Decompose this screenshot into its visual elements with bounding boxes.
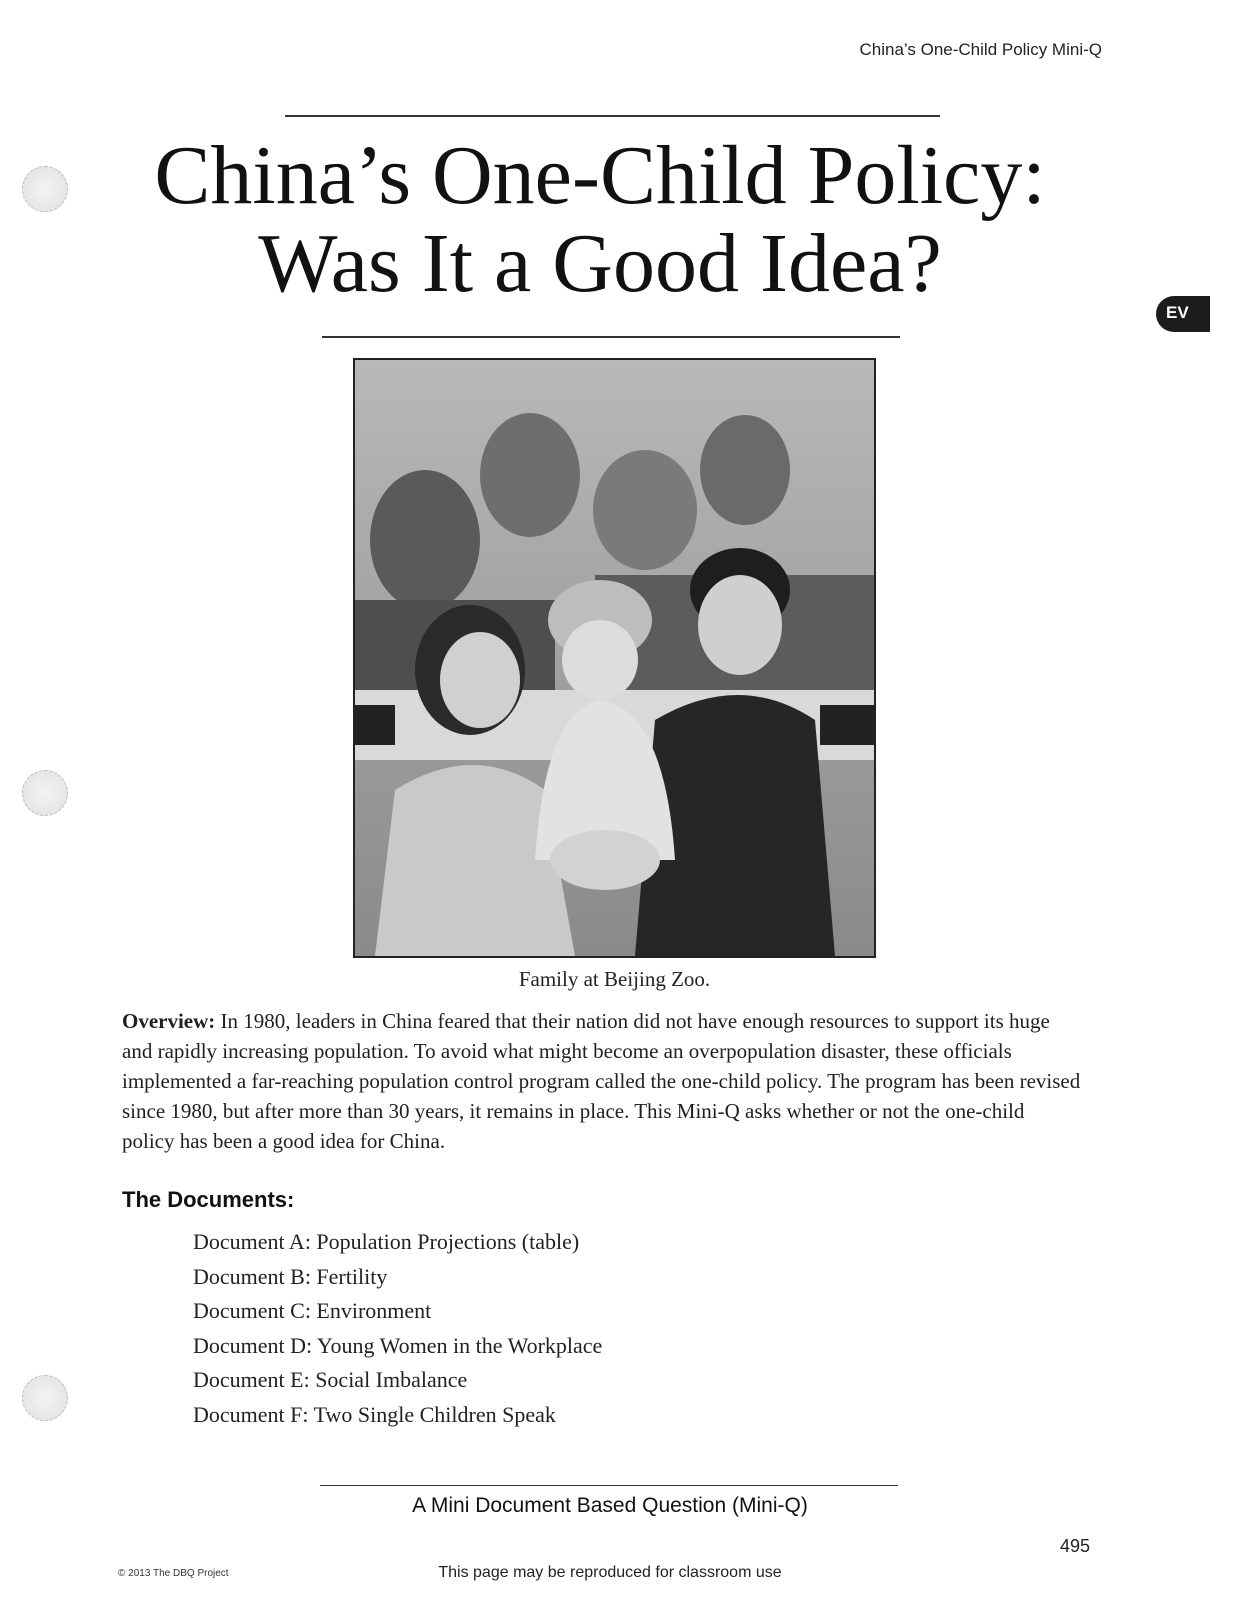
page-number: 495	[1060, 1536, 1091, 1556]
photo-caption: Family at Beijing Zoo.	[518, 967, 711, 991]
binder-hole-bottom	[22, 1375, 68, 1421]
documents-list	[193, 1225, 602, 1432]
title-rule-top	[285, 115, 940, 117]
title-rule-bottom	[322, 336, 900, 338]
overview-paragraph	[122, 1006, 1082, 1156]
father-face	[698, 575, 782, 675]
overview-lead: Overview:	[122, 1009, 216, 1033]
document-item: Document C: Environment	[193, 1298, 432, 1323]
reproduce-notice: This page may be reproduced for classroom use	[438, 1564, 782, 1581]
document-item: Document B: Fertility	[193, 1263, 388, 1289]
poster-figure-woman	[593, 450, 697, 570]
baby-face	[562, 620, 638, 700]
family-photo-illustration	[355, 360, 874, 956]
overview-text: In 1980, leaders in China feared that their nation did not have enough resources to support its huge and rapidly increasing population. To avoid what might become an overpopulation disaster, these officials implemented a far-reaching population control program called the one-child policy. The program has been revised since 1980, but after more than 30 years, it remains in place. This Mini-Q asks whether or not the one-child policy has been a good idea for China.	[122, 1009, 1081, 1153]
family-photo	[353, 358, 876, 958]
footer-rule	[320, 1485, 898, 1486]
ev-badge: EV	[1156, 296, 1210, 332]
mother-face	[440, 632, 520, 728]
binder-hole-top	[22, 166, 68, 212]
poster-figure-soldier	[480, 413, 580, 537]
poster-figure-right	[700, 415, 790, 525]
title-line-1: China’s One-Child Policy:	[154, 129, 1046, 222]
binder-hole-middle	[22, 770, 68, 816]
document-item: Document A: Population Projections (table)	[193, 1229, 580, 1254]
running-head: China’s One-Child Policy Mini-Q	[859, 40, 1102, 59]
footer-title: A Mini Document Based Question (Mini-Q)	[412, 1494, 808, 1517]
documents-heading: The Documents:	[122, 1187, 295, 1212]
document-item: Document F: Two Single Children Speak	[193, 1401, 556, 1427]
page-title	[100, 129, 1100, 310]
poster-figure-left	[370, 470, 480, 610]
title-line-2: Was It a Good Idea?	[258, 217, 942, 310]
document-item: Document D: Young Women in the Workplace	[193, 1332, 603, 1358]
document-item: Document E: Social Imbalance	[193, 1367, 468, 1392]
copyright: © 2013 The DBQ Project	[118, 1568, 229, 1579]
